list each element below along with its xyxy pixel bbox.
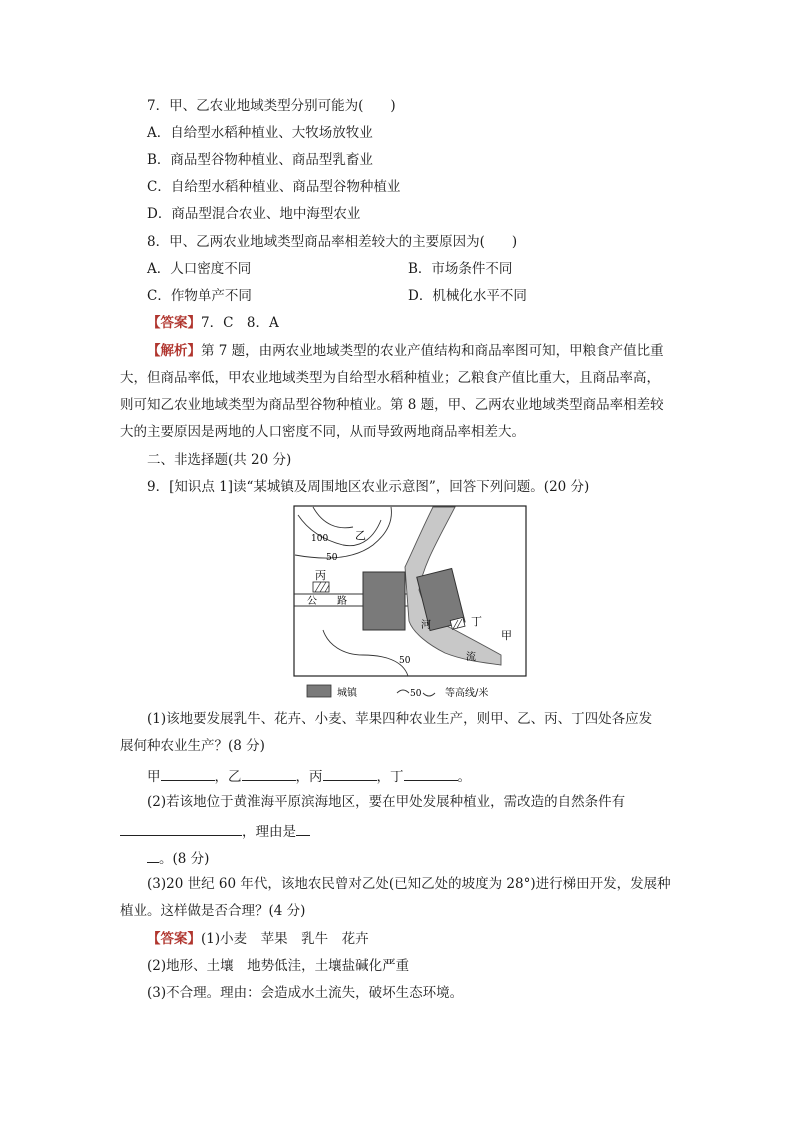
answer-9-line-2: (2)地形、土壤 地势低洼，土壤盐碱化严重 bbox=[147, 958, 410, 974]
q9-part2-line-2 bbox=[120, 821, 310, 841]
blank-reason-end[interactable] bbox=[147, 848, 159, 863]
label-bing: 丙 bbox=[315, 569, 326, 582]
q9-part2-line-1: (2)若该地位于黄淮海平原滨海地区，要在甲处发展种植业，需改造的自然条件有 bbox=[147, 794, 626, 810]
contour-label-100: 100 bbox=[311, 534, 329, 544]
analysis-line-4: 大的主要原因是两地的人口密度不同，从而导致两地商品率相差大。 bbox=[120, 424, 525, 440]
blank-ding[interactable] bbox=[404, 766, 458, 781]
river-label-2: 流 bbox=[466, 652, 476, 663]
analysis-line-1 bbox=[147, 342, 664, 360]
legend-contour-value: 50 bbox=[410, 689, 422, 699]
answer-9-text-1: (1)小麦 苹果 乳牛 花卉 bbox=[201, 931, 369, 947]
fill-label-ding: ，丁 bbox=[376, 769, 404, 785]
answer-text: 7．C 8．A bbox=[201, 315, 279, 331]
farm-area-map bbox=[293, 505, 528, 705]
q7-stem: 7．甲、乙农业地域类型分别可能为( ) bbox=[147, 98, 396, 114]
q7-option-a: A．自给型水稻种植业、大牧场放牧业 bbox=[147, 125, 373, 141]
answer-9-tag: 【答案】 bbox=[147, 931, 201, 947]
part2-score: 。(8 分) bbox=[159, 851, 210, 867]
fill-label-jia: 甲 bbox=[147, 769, 161, 785]
analysis-text-1: 第 7 题，由两农业地域类型的农业产值结构和商品率图可知，甲粮食产值比重 bbox=[201, 343, 664, 359]
q9-part1-line-1: (1)该地要发展乳牛、花卉、小麦、苹果四种农业生产，则甲、乙、丙、丁四处各应发 bbox=[147, 711, 653, 727]
analysis-line-3: 则可知乙农业地域类型为商品型谷物种植业。第 8 题，甲、乙两农业地域类型商品率相差较 bbox=[120, 397, 664, 413]
q8-option-b: B．市场条件不同 bbox=[408, 261, 513, 277]
q8-stem: 8．甲、乙两农业地域类型商品率相差较大的主要原因为( ) bbox=[147, 234, 518, 250]
legend-contour-label: 等高线/米 bbox=[445, 688, 489, 699]
contour-label-50-bottom: 50 bbox=[399, 656, 411, 666]
label-ding: 丁 bbox=[471, 615, 482, 628]
q8-option-c: C．作物单产不同 bbox=[147, 288, 252, 304]
blank-bing[interactable] bbox=[323, 766, 377, 781]
analysis-tag: 【解析】 bbox=[147, 343, 201, 359]
legend-contour-symbol bbox=[397, 690, 409, 693]
contour-label-50-top: 50 bbox=[326, 553, 338, 563]
label-jia: 甲 bbox=[501, 629, 512, 642]
q9-part3-line-1: (3)20 世纪 60 年代，该地农民曾对乙处(已知乙处的坡度为 28°)进行梯田开发，发展种 bbox=[147, 876, 671, 892]
fill-end: 。 bbox=[457, 769, 471, 785]
analysis-line-2: 大，但商品率低，甲农业地域类型为自给型水稻种植业；乙粮食产值比重大，且商品率高， bbox=[120, 370, 660, 386]
blank-yi[interactable] bbox=[242, 766, 296, 781]
q9-part2-line-3 bbox=[147, 848, 209, 868]
answer-tag: 【答案】 bbox=[147, 315, 201, 331]
q7-option-c: C．自给型水稻种植业、商品型谷物种植业 bbox=[147, 179, 401, 195]
q7-option-b: B．商品型谷物种植业、商品型乳畜业 bbox=[147, 152, 373, 168]
river-label-1: 河 bbox=[421, 620, 431, 631]
road-label-2: 路 bbox=[337, 596, 347, 607]
blank-conditions[interactable] bbox=[120, 821, 242, 836]
answer-7-8 bbox=[147, 314, 279, 332]
label-yi: 乙 bbox=[355, 529, 366, 542]
q9-part3-line-2: 植业。这样做是否合理？(4 分) bbox=[120, 903, 306, 919]
q8-option-a: A．人口密度不同 bbox=[147, 261, 252, 277]
town-left bbox=[363, 572, 405, 630]
blank-jia[interactable] bbox=[161, 766, 215, 781]
q9-stem: 9．[知识点 1]读“某城镇及周围地区农业示意图”，回答下列问题。(20 分) bbox=[147, 479, 590, 495]
answer-9-line-1 bbox=[147, 930, 369, 948]
fill-label-yi: ，乙 bbox=[214, 769, 242, 785]
q7-option-d: D．商品型混合农业、地中海型农业 bbox=[147, 206, 361, 222]
legend-town-swatch bbox=[307, 685, 331, 697]
fill-label-bing: ，丙 bbox=[295, 769, 323, 785]
road-label-1: 公 bbox=[307, 596, 317, 607]
blank-reason[interactable] bbox=[296, 821, 310, 836]
q9-part1-line-2: 展何种农业生产？(8 分) bbox=[120, 738, 265, 754]
answer-9-line-3: (3)不合理。理由：会造成水土流失，破坏生态环境。 bbox=[147, 985, 464, 1001]
section-heading: 二、非选择题(共 20 分) bbox=[147, 452, 292, 468]
q8-option-d: D．机械化水平不同 bbox=[408, 288, 527, 304]
legend-town-label: 城镇 bbox=[337, 688, 357, 699]
reason-prefix: ，理由是 bbox=[242, 824, 296, 840]
q9-part1-fill bbox=[147, 766, 471, 786]
